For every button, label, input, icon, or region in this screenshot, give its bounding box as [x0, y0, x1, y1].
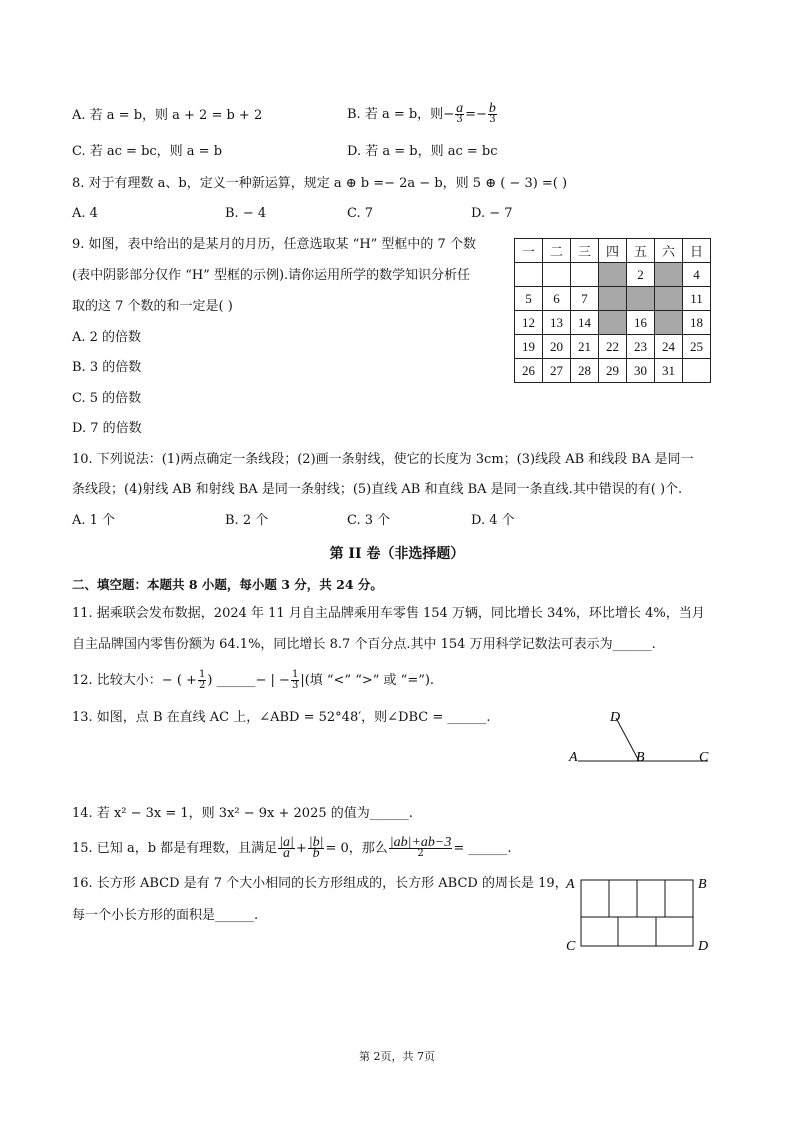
q15-suffix: = ______.: [453, 841, 512, 856]
calendar-cell: 5: [515, 287, 543, 311]
calendar-header-cell: 五: [627, 239, 655, 263]
q15-mid: = 0，那么: [325, 841, 388, 856]
calendar-header-cell: 四: [599, 239, 627, 263]
calendar-cell: 2: [627, 263, 655, 287]
calendar-cell: 20: [543, 335, 571, 359]
calendar-cell: 25: [683, 335, 711, 359]
calendar-cell: 14: [571, 311, 599, 335]
q15-plus: +: [295, 841, 307, 856]
calendar-cell: 31: [655, 359, 683, 383]
q15-f2-num: |b|: [308, 835, 324, 850]
q7-b-f2-den: 3: [489, 114, 496, 125]
calendar-header-row: [515, 239, 711, 263]
q7-b-f2-num: b: [488, 101, 496, 116]
q7-option-c: C. 若 ac = bc，则 a = b: [72, 144, 223, 159]
label-b: B: [636, 750, 645, 765]
calendar-cell: 18: [683, 311, 711, 335]
calendar-cell: [599, 287, 627, 311]
calendar-header-cell: 一: [515, 239, 543, 263]
q15-fraction-1: [278, 835, 295, 861]
calendar-cell: 6: [543, 287, 571, 311]
section-2-title: 二、填空题：本题共 8 小题，每小题 3 分，共 24 分。: [72, 577, 383, 592]
q7-option-b-prefix: B. 若 a = b，则: [347, 107, 444, 122]
calendar-cell: 12: [515, 311, 543, 335]
q7-option-a: A. 若 a = b，则 a + 2 = b + 2: [72, 108, 263, 123]
q8-option-a: A. 4: [72, 206, 98, 221]
q12-fraction-1: [198, 670, 206, 691]
calendar-header-cell: 日: [683, 239, 711, 263]
q12-line: [72, 670, 434, 691]
label-b: B: [698, 877, 707, 892]
calendar-cell: 16: [627, 311, 655, 335]
q12-f2-den: 3: [291, 680, 299, 691]
q10-line-1: 10. 下列说法：(1)两点确定一条线段；(2)画一条射线，使它的长度为 3cm；(3)线段 AB 和线段 BA 是同一: [72, 452, 694, 467]
q12-suffix: |(填 “<” “>” 或 “=”).: [300, 673, 435, 688]
q12-mid: ) ______− | −: [207, 673, 290, 688]
q12-f1-num: 1: [198, 669, 206, 680]
calendar-cell: 4: [683, 263, 711, 287]
calendar-cell: 23: [627, 335, 655, 359]
calendar-row: [515, 335, 711, 359]
q9-line-2: (表中阴影部分仅作 “H” 型框的示例).请你运用所学的数学知识分析任: [72, 268, 471, 283]
calendar-cell: 19: [515, 335, 543, 359]
q13-angle-figure: [560, 706, 720, 766]
page-footer: 第 2页，共 7页: [359, 1050, 435, 1063]
calendar-cell: 27: [543, 359, 571, 383]
q8-option-c: C. 7: [347, 206, 374, 221]
calendar-cell: 21: [571, 335, 599, 359]
q7-option-d: D. 若 a = b，则 ac = bc: [347, 144, 498, 159]
calendar-cell: [627, 287, 655, 311]
q10-option-d: D. 4 个: [471, 513, 515, 528]
calendar-cell: 22: [599, 335, 627, 359]
calendar-header-cell: 三: [571, 239, 599, 263]
q12-f1-den: 2: [198, 680, 206, 691]
q15-f1-den: a: [283, 846, 290, 861]
calendar-header-cell: 六: [655, 239, 683, 263]
calendar-cell: 30: [627, 359, 655, 383]
q11-line-2: 自主品牌国内零售份额为 64.1%，同比增长 8.7 个百分点.其中 154 万用科学记数法可表示为______.: [72, 637, 656, 652]
label-a: A: [566, 877, 575, 892]
q10-option-a: A. 1 个: [72, 513, 116, 528]
label-a: A: [569, 750, 578, 765]
q15-f3-den: 2: [417, 848, 424, 859]
part-2-title: 第 II 卷（非选择题）: [329, 546, 465, 562]
q7-b-eq: =: [465, 107, 476, 122]
calendar-row: [515, 287, 711, 311]
q9-line-1: 9. 如图，表中给出的是某月的月历，任意选取某 “H” 型框中的 7 个数: [72, 237, 476, 252]
q12-prefix: 12. 比较大小：− ( +: [72, 673, 197, 688]
q8-option-b: B. − 4: [225, 206, 267, 221]
calendar-cell: [599, 311, 627, 335]
label-d: D: [698, 939, 709, 954]
calendar-row: [515, 311, 711, 335]
q16-line-2: 每一个小长方形的面积是______.: [72, 908, 259, 923]
calendar-cell: 24: [655, 335, 683, 359]
q9-option-a: A. 2 的倍数: [72, 330, 142, 345]
q16-rectangle-figure: [562, 870, 722, 960]
q9-option-c: C. 5 的倍数: [72, 391, 142, 406]
q13-text: 13. 如图，点 B 在直线 AC 上，∠ABD = 52°48′，则∠DBC = ______.: [72, 710, 491, 725]
q10-line-2: 条线段；(4)射线 AB 和射线 BA 是同一条射线；(5)直线 AB 和直线 BA 是同一条直线.其中错误的有( )个.: [72, 482, 683, 497]
calendar-cell: 7: [571, 287, 599, 311]
q15-fraction-2: [308, 835, 325, 861]
label-c: C: [566, 939, 576, 954]
q15-f3-num: |ab|+ab−3: [389, 835, 452, 850]
calendar-row: [515, 263, 711, 287]
q15-f1-num: |a|: [279, 835, 294, 850]
calendar-cell: [683, 359, 711, 383]
q9-option-b: B. 3 的倍数: [72, 360, 142, 375]
q7-b-fraction-2: [488, 101, 497, 125]
calendar-cell: [599, 263, 627, 287]
label-d: D: [610, 710, 621, 725]
q8-stem: 8. 对于有理数 a、b，定义一种新运算，规定 a ⊕ b =− 2a − b，则 5 ⊕ ( − 3) =( ): [72, 176, 568, 191]
q9-option-d: D. 7 的倍数: [72, 421, 142, 436]
q7-b-f1-den: 3: [456, 114, 463, 125]
calendar-table: [514, 238, 711, 383]
calendar-cell: [571, 263, 599, 287]
calendar-row: [515, 359, 711, 383]
q8-option-d: D. − 7: [471, 206, 513, 221]
q7-option-b: B. 若 a = b，则− $\frac{a}{3}$ =− $\frac{b}{3}$: [347, 101, 496, 125]
q15-line: [72, 835, 512, 861]
q10-option-b: B. 2 个: [225, 513, 269, 528]
calendar-header-cell: 二: [543, 239, 571, 263]
q14-text: 14. 若 x² − 3x = 1，则 3x² − 9x + 2025 的值为______.: [72, 806, 413, 821]
calendar-cell: [655, 311, 683, 335]
calendar-cell: 26: [515, 359, 543, 383]
calendar-cell: 29: [599, 359, 627, 383]
q9-line-3: 取的这 7 个数的和一定是( ): [72, 299, 233, 314]
q15-fraction-3: [389, 835, 453, 859]
label-c: C: [699, 750, 709, 765]
q15-prefix: 15. 已知 a，b 都是有理数，且满足: [72, 841, 278, 856]
calendar-cell: [543, 263, 571, 287]
q11-line-1: 11. 据乘联会发布数据，2024 年 11 月自主品牌乘用车零售 154 万辆，同比增长 34%，环比增长 4%，当月: [72, 606, 705, 621]
calendar-cell: [655, 263, 683, 287]
calendar-cell: [655, 287, 683, 311]
q7-b-fraction-1: [455, 101, 464, 125]
calendar-cell: 13: [543, 311, 571, 335]
q7-b-f1-num: a: [456, 101, 464, 116]
calendar-cell: 28: [571, 359, 599, 383]
q15-f2-den: b: [312, 846, 320, 861]
q12-fraction-2: [291, 670, 299, 691]
calendar-cell: 11: [683, 287, 711, 311]
calendar-cell: [515, 263, 543, 287]
q10-option-c: C. 3 个: [347, 513, 391, 528]
q16-line-1: 16. 长方形 ABCD 是有 7 个大小相同的长方形组成的，长方形 ABCD 的周长是 19，: [72, 876, 568, 891]
q12-f2-num: 1: [291, 669, 299, 680]
